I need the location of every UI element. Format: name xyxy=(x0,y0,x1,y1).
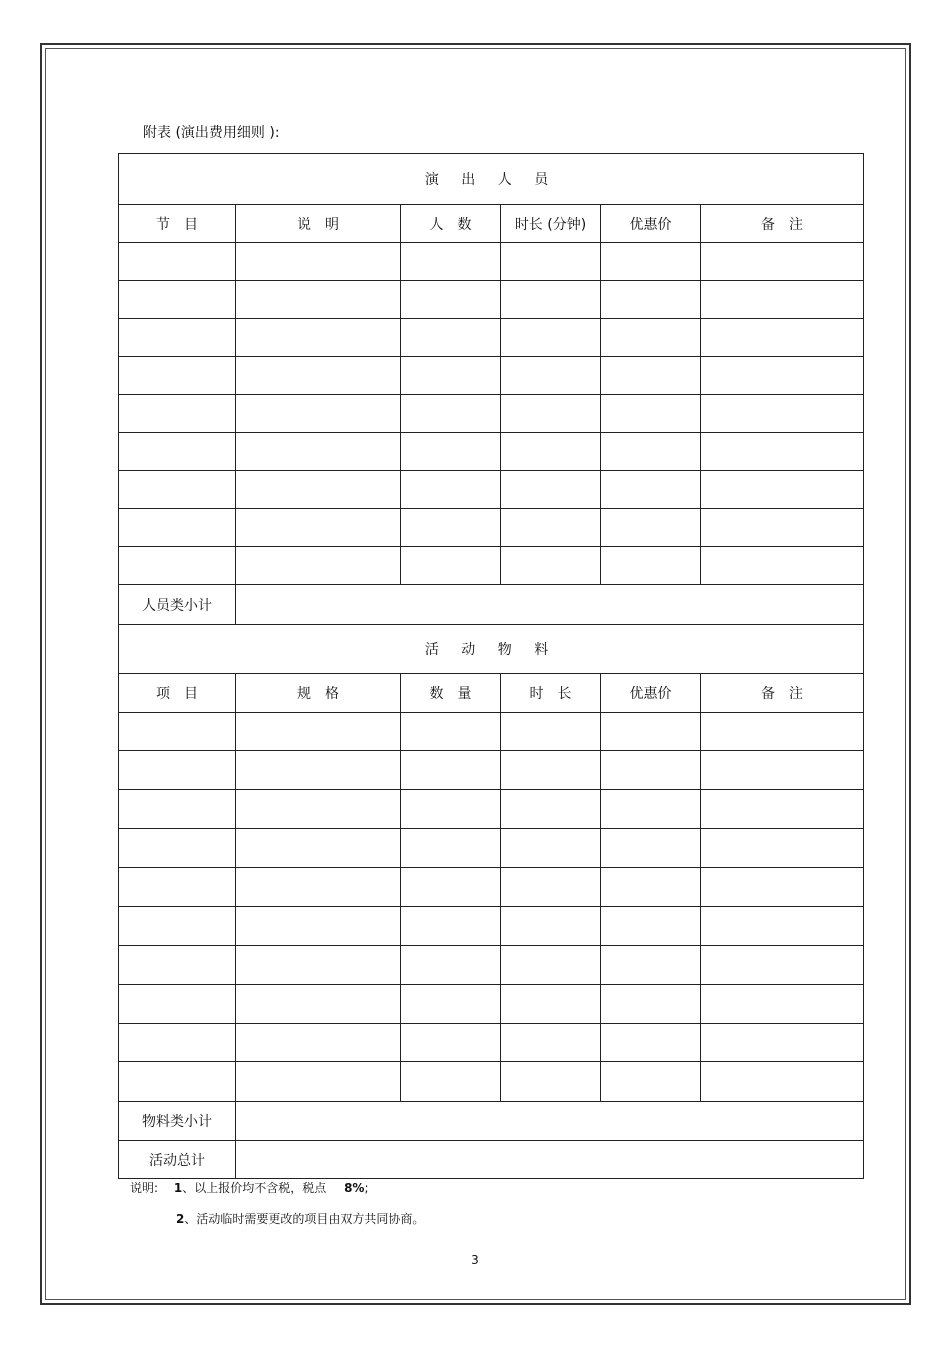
materials-table-cell[interactable] xyxy=(236,829,401,868)
materials-table-cell[interactable] xyxy=(701,790,864,829)
col-header-discount-price: 优惠价 xyxy=(601,674,701,713)
performers-table-cell[interactable] xyxy=(236,471,401,509)
materials-table-cell[interactable] xyxy=(701,1024,864,1062)
materials-table-row xyxy=(119,946,864,985)
performers-subtotal-row xyxy=(119,585,864,625)
materials-table-cell[interactable] xyxy=(401,829,501,868)
attachment-heading: 附表 (演出费用细则 ): xyxy=(143,125,280,141)
materials-table-cell[interactable] xyxy=(236,985,401,1024)
materials-table-cell[interactable] xyxy=(119,713,236,751)
performers-table-cell[interactable] xyxy=(601,433,701,471)
grand-total-row xyxy=(119,1141,864,1179)
materials-table-cell[interactable] xyxy=(401,946,501,985)
materials-table-cell[interactable] xyxy=(119,868,236,907)
performers-table-cell[interactable] xyxy=(701,547,864,585)
performers-table-cell[interactable] xyxy=(401,357,501,395)
performers-section-title-row xyxy=(119,154,864,205)
materials-table-cell[interactable] xyxy=(236,868,401,907)
performers-table-cell[interactable] xyxy=(501,281,601,319)
materials-table-cell[interactable] xyxy=(701,985,864,1024)
performers-table-cell[interactable] xyxy=(601,547,701,585)
performers-table-cell[interactable] xyxy=(119,243,236,281)
fee-table xyxy=(118,153,864,1179)
performers-table-cell[interactable] xyxy=(601,281,701,319)
materials-table-cell[interactable] xyxy=(119,829,236,868)
materials-table-cell[interactable] xyxy=(236,1024,401,1062)
performers-table-cell[interactable] xyxy=(119,509,236,547)
materials-table-cell[interactable] xyxy=(236,1062,401,1102)
materials-table-cell[interactable] xyxy=(236,751,401,790)
materials-table-cell[interactable] xyxy=(701,1062,864,1102)
performers-subtotal-cell[interactable] xyxy=(236,585,864,625)
materials-table-cell[interactable] xyxy=(601,1024,701,1062)
materials-table-cell[interactable] xyxy=(501,985,601,1024)
performers-table-row xyxy=(119,433,864,471)
materials-table-row xyxy=(119,713,864,751)
materials-table-cell[interactable] xyxy=(401,713,501,751)
materials-table-cell[interactable] xyxy=(119,790,236,829)
materials-table-cell[interactable] xyxy=(601,907,701,946)
col-header-headcount: 人 数 xyxy=(401,205,501,243)
performers-table-cell[interactable] xyxy=(601,395,701,433)
materials-table-row xyxy=(119,751,864,790)
performers-table-cell[interactable] xyxy=(401,433,501,471)
materials-table-cell[interactable] xyxy=(501,751,601,790)
performers-table-row xyxy=(119,547,864,585)
performers-table-cell[interactable] xyxy=(701,319,864,357)
performers-table-cell[interactable] xyxy=(236,357,401,395)
materials-table-cell[interactable] xyxy=(501,868,601,907)
materials-table-cell[interactable] xyxy=(501,1062,601,1102)
performers-table-cell[interactable] xyxy=(601,357,701,395)
col-header-program: 节 目 xyxy=(119,205,236,243)
materials-table-cell[interactable] xyxy=(401,985,501,1024)
col-header-remarks: 备 注 xyxy=(701,674,864,713)
materials-table-cell[interactable] xyxy=(236,946,401,985)
col-header-specification: 规 格 xyxy=(236,674,401,713)
col-header-quantity: 数 量 xyxy=(401,674,501,713)
grand-total-label: 活动总计 xyxy=(119,1141,236,1179)
performers-table-row xyxy=(119,471,864,509)
materials-section-title-row xyxy=(119,625,864,674)
materials-table-cell[interactable] xyxy=(119,946,236,985)
materials-table-row xyxy=(119,1024,864,1062)
col-header-discount-price: 优惠价 xyxy=(601,205,701,243)
materials-table-cell[interactable] xyxy=(601,1062,701,1102)
materials-table-cell[interactable] xyxy=(701,946,864,985)
performers-table-cell[interactable] xyxy=(601,319,701,357)
performers-table-cell[interactable] xyxy=(236,243,401,281)
materials-table-cell[interactable] xyxy=(701,829,864,868)
performers-table-cell[interactable] xyxy=(119,395,236,433)
notes-label: 说明: xyxy=(130,1181,159,1195)
performers-header-row xyxy=(119,205,864,243)
performers-table-cell[interactable] xyxy=(601,471,701,509)
materials-table-cell[interactable] xyxy=(601,868,701,907)
materials-table-cell[interactable] xyxy=(601,713,701,751)
grand-total-cell[interactable] xyxy=(236,1141,864,1179)
performers-subtotal-label: 人员类小计 xyxy=(119,585,236,625)
materials-table-cell[interactable] xyxy=(119,1062,236,1102)
performers-table-cell[interactable] xyxy=(236,319,401,357)
materials-table-cell[interactable] xyxy=(236,713,401,751)
materials-table-cell[interactable] xyxy=(501,1024,601,1062)
materials-table-cell[interactable] xyxy=(601,790,701,829)
performers-table-cell[interactable] xyxy=(401,395,501,433)
performers-table-cell[interactable] xyxy=(401,243,501,281)
materials-table-cell[interactable] xyxy=(119,1024,236,1062)
materials-table-cell[interactable] xyxy=(501,713,601,751)
materials-body xyxy=(119,713,864,1102)
materials-table-cell[interactable] xyxy=(119,985,236,1024)
performers-table-cell[interactable] xyxy=(501,357,601,395)
materials-table-row xyxy=(119,790,864,829)
materials-table-cell[interactable] xyxy=(701,907,864,946)
materials-table-row xyxy=(119,985,864,1024)
note-1-text: 、以上报价均不含税，税点 xyxy=(182,1181,327,1195)
performers-table-cell[interactable] xyxy=(701,357,864,395)
performers-table-cell[interactable] xyxy=(401,281,501,319)
performers-table-cell[interactable] xyxy=(401,471,501,509)
note-2-number: 2 xyxy=(176,1212,185,1226)
materials-table-cell[interactable] xyxy=(601,829,701,868)
materials-table-cell[interactable] xyxy=(236,790,401,829)
performers-table-cell[interactable] xyxy=(501,471,601,509)
performers-table-cell[interactable] xyxy=(701,433,864,471)
materials-table-cell[interactable] xyxy=(236,907,401,946)
performers-table-cell[interactable] xyxy=(236,281,401,319)
performers-table-cell[interactable] xyxy=(501,243,601,281)
materials-table-cell[interactable] xyxy=(701,751,864,790)
materials-header-row xyxy=(119,674,864,713)
performers-table-cell[interactable] xyxy=(236,547,401,585)
performers-table-cell[interactable] xyxy=(601,509,701,547)
performers-section-title: 演 出 人 员 xyxy=(119,154,864,205)
performers-table-cell[interactable] xyxy=(401,319,501,357)
note-2 xyxy=(176,1210,424,1227)
materials-table-cell[interactable] xyxy=(501,946,601,985)
performers-table-cell[interactable] xyxy=(119,319,236,357)
performers-table-cell[interactable] xyxy=(501,547,601,585)
materials-table-cell[interactable] xyxy=(401,907,501,946)
notes xyxy=(130,1181,369,1195)
materials-table-cell[interactable] xyxy=(701,713,864,751)
materials-table-cell[interactable] xyxy=(601,946,701,985)
note-1-end: ; xyxy=(364,1181,369,1195)
materials-table-cell[interactable] xyxy=(501,829,601,868)
performers-table-cell[interactable] xyxy=(119,547,236,585)
performers-table-cell[interactable] xyxy=(401,509,501,547)
materials-table-cell[interactable] xyxy=(401,1062,501,1102)
materials-table-cell[interactable] xyxy=(401,751,501,790)
col-header-duration: 时 长 xyxy=(501,674,601,713)
performers-table-cell[interactable] xyxy=(701,395,864,433)
materials-table-cell[interactable] xyxy=(401,790,501,829)
materials-table-cell[interactable] xyxy=(601,985,701,1024)
materials-table-cell[interactable] xyxy=(401,868,501,907)
performers-table-cell[interactable] xyxy=(701,471,864,509)
performers-table-row xyxy=(119,509,864,547)
performers-table-cell[interactable] xyxy=(401,547,501,585)
performers-table-cell[interactable] xyxy=(601,243,701,281)
materials-table-cell[interactable] xyxy=(601,751,701,790)
materials-table-row xyxy=(119,868,864,907)
performers-table-cell[interactable] xyxy=(701,243,864,281)
col-header-duration: 时长 (分钟) xyxy=(501,205,601,243)
performers-table-cell[interactable] xyxy=(701,281,864,319)
materials-subtotal-row xyxy=(119,1102,864,1141)
col-header-item: 项 目 xyxy=(119,674,236,713)
performers-table-cell[interactable] xyxy=(119,471,236,509)
materials-table-cell[interactable] xyxy=(501,790,601,829)
note-1-number: 1 xyxy=(173,1181,183,1195)
performers-table-cell[interactable] xyxy=(236,433,401,471)
materials-subtotal-cell[interactable] xyxy=(236,1102,864,1141)
materials-table-cell[interactable] xyxy=(701,868,864,907)
note-1-tax-rate: 8% xyxy=(344,1181,365,1195)
materials-table-row xyxy=(119,907,864,946)
performers-table-cell[interactable] xyxy=(501,509,601,547)
materials-table-row xyxy=(119,1062,864,1102)
performers-table-cell[interactable] xyxy=(501,433,601,471)
performers-table-row xyxy=(119,281,864,319)
performers-table-cell[interactable] xyxy=(236,395,401,433)
materials-section-title: 活 动 物 料 xyxy=(119,625,864,674)
note-2-text: 、活动临时需要更改的项目由双方共同协商。 xyxy=(184,1212,425,1226)
performers-table-cell[interactable] xyxy=(119,281,236,319)
page-number: 3 xyxy=(471,1253,479,1267)
materials-table-cell[interactable] xyxy=(501,907,601,946)
performers-table-cell[interactable] xyxy=(119,357,236,395)
col-header-description: 说 明 xyxy=(236,205,401,243)
materials-subtotal-label: 物料类小计 xyxy=(119,1102,236,1141)
performers-table-cell[interactable] xyxy=(501,319,601,357)
materials-table-cell[interactable] xyxy=(119,907,236,946)
materials-table-cell[interactable] xyxy=(119,751,236,790)
performers-table-row xyxy=(119,319,864,357)
performers-table-cell[interactable] xyxy=(701,509,864,547)
performers-table-cell[interactable] xyxy=(119,433,236,471)
performers-table-row xyxy=(119,357,864,395)
performers-table-cell[interactable] xyxy=(501,395,601,433)
materials-table-row xyxy=(119,829,864,868)
performers-table-cell[interactable] xyxy=(236,509,401,547)
performers-body xyxy=(119,243,864,585)
materials-table-cell[interactable] xyxy=(401,1024,501,1062)
performers-table-row xyxy=(119,243,864,281)
col-header-remarks: 备 注 xyxy=(701,205,864,243)
performers-table-row xyxy=(119,395,864,433)
